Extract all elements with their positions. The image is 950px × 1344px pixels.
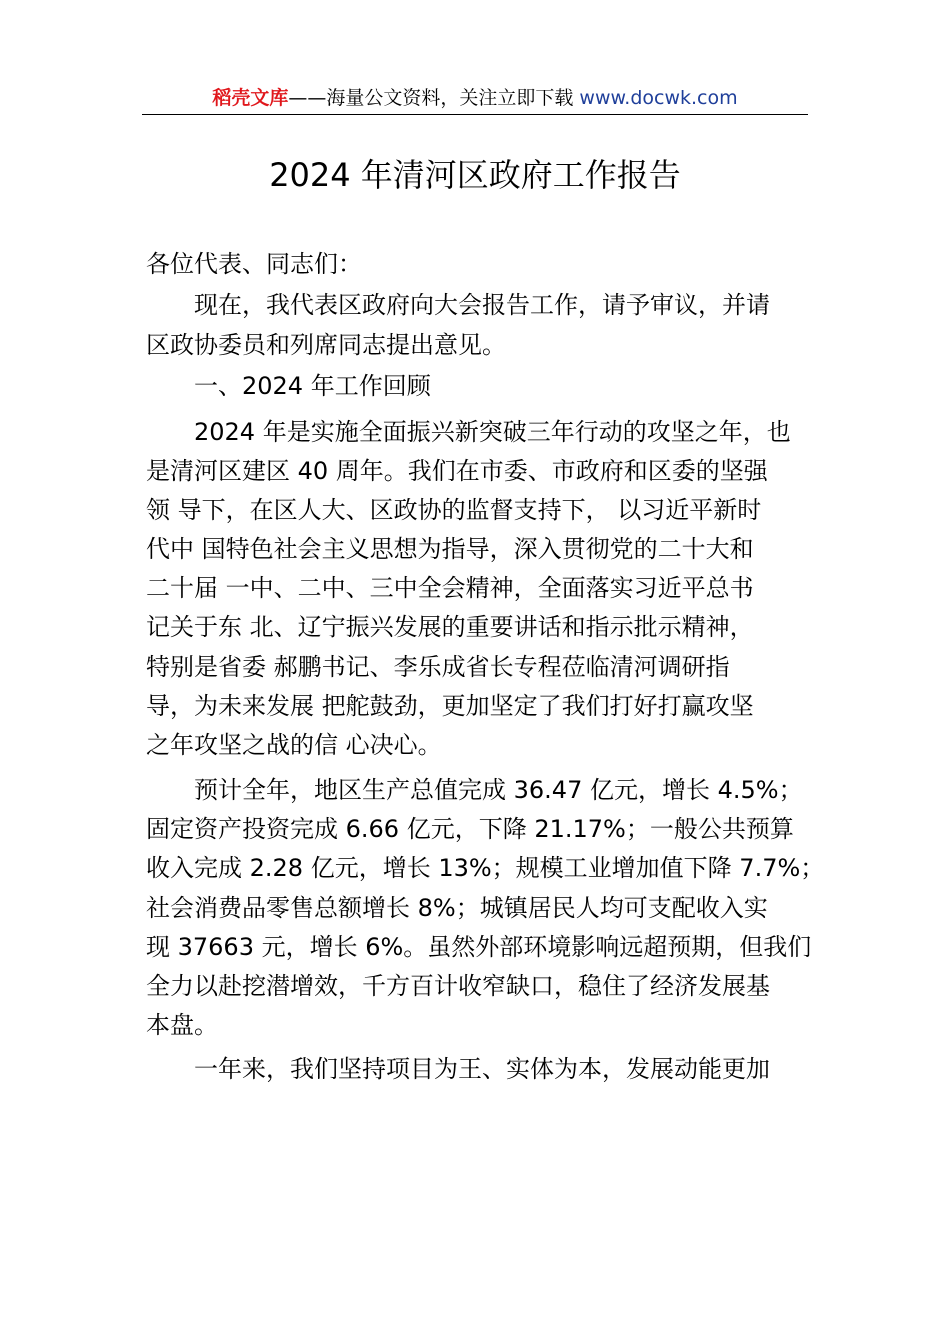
text-line: 二十届 一中、二中、三中全会精神，全面落实习近平总书 xyxy=(146,574,754,602)
header-tagline: ——海量公文资料，关注立即下载 xyxy=(288,87,580,109)
text-line: 现 37663 元，增长 6%。虽然外部环境影响远超预期，但我们 xyxy=(146,933,812,961)
section-heading: 一、2024 年工作回顾 xyxy=(194,372,431,400)
text-line: 固定资产投资完成 6.66 亿元，下降 21.17%；一般公共预算 xyxy=(146,815,794,843)
header-divider xyxy=(142,114,808,115)
text-line: 之年攻坚之战的信 心决心。 xyxy=(146,731,442,759)
text-line: 导，为未来发展 把舵鼓劲，更加坚定了我们打好打赢攻坚 xyxy=(146,692,754,720)
text-line: 是清河区建区 40 周年。我们在市委、市政府和区委的坚强 xyxy=(146,457,768,485)
text-line: 现在，我代表区政府向大会报告工作，请予审议，并请 xyxy=(194,291,770,319)
text-line: 预计全年，地区生产总值完成 36.47 亿元，增长 4.5%； xyxy=(194,776,803,804)
text-line: 本盘。 xyxy=(146,1011,218,1039)
text-line: 2024 年是实施全面振兴新突破三年行动的攻坚之年，也 xyxy=(194,418,791,446)
page-header xyxy=(142,84,808,114)
text-line: 一年来，我们坚持项目为王、实体为本，发展动能更加 xyxy=(194,1055,770,1083)
salutation: 各位代表、同志们： xyxy=(146,250,362,278)
text-line: 区政协委员和列席同志提出意见。 xyxy=(146,331,506,359)
text-line: 代中 国特色社会主义思想为指导，深入贯彻党的二十大和 xyxy=(146,535,754,563)
text-line: 领 导下，在区人大、区政协的监督支持下， 以习近平新时 xyxy=(146,496,762,524)
text-line: 收入完成 2.28 亿元，增长 13%；规模工业增加值下降 7.7%； xyxy=(146,854,825,882)
text-line: 全力以赴挖潜增效，千方百计收窄缺口，稳住了经济发展基 xyxy=(146,972,770,1000)
text-line: 记关于东 北、辽宁振兴发展的重要讲话和指示批示精神， xyxy=(146,613,754,641)
text-line: 特别是省委 郝鹏书记、李乐成省长专程莅临清河调研指 xyxy=(146,653,730,681)
text-line: 社会消费品零售总额增长 8%；城镇居民人均可支配收入实 xyxy=(146,894,768,922)
document-title: 2024 年清河区政府工作报告 xyxy=(269,156,681,194)
header-url[interactable]: www.docwk.com xyxy=(579,87,738,109)
brand-name: 稻壳文库 xyxy=(212,87,289,109)
